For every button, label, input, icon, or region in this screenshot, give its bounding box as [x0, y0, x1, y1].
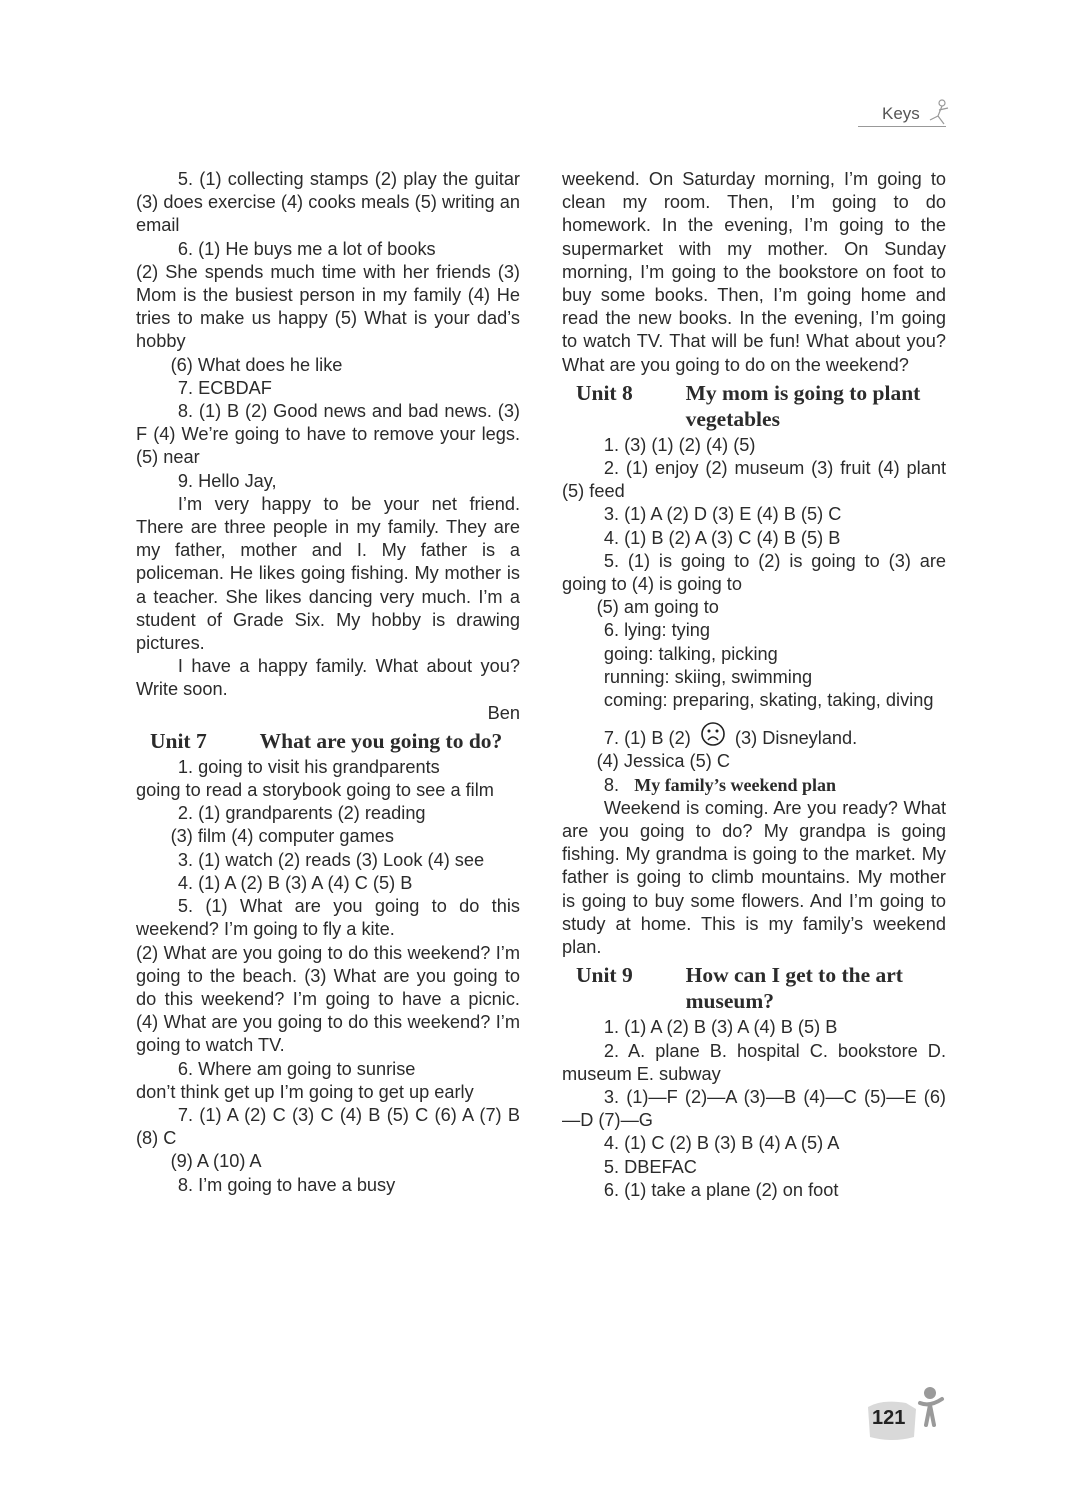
answer-item: (2) What are you going to do this weekend? I’m going to the beach. (3) What are you going to do this weekend? I’m going to have a picnic. (4) What are you going to do this weekend? I’m going to watch TV.: [136, 942, 520, 1056]
answer-item: [562, 774, 946, 797]
answer-item: (3) film (4) computer games: [170, 826, 394, 847]
answer-item: 1. (3) (1) (2) (4) (5): [603, 434, 756, 455]
answer-item: 4. (1) C (2) B (3) B (4) A (5) A: [603, 1133, 840, 1154]
answer-item: 6. lying: tying: [603, 620, 711, 641]
header-label: Keys: [882, 104, 920, 123]
answer-item: (9) A (10) A: [170, 1151, 262, 1172]
answer-item: 5. (1) What are you going to do this weekend? I’m going to fly a kite.: [136, 896, 520, 940]
unit-9-heading: [562, 962, 946, 1014]
letter-signature: Ben: [487, 702, 520, 723]
essay-title: My family’s weekend plan: [634, 774, 837, 795]
left-column: [136, 168, 520, 1197]
page-header: [858, 98, 954, 132]
answer-number: 8.: [603, 774, 620, 795]
answer-item: 4. (1) B (2) A (3) C (4) B (5) B: [603, 527, 841, 548]
page-number-badge: [862, 1385, 950, 1443]
unit-number: Unit 8: [575, 380, 633, 405]
answer-item: coming: preparing, skating, taking, diving: [603, 690, 934, 711]
answer-item: don’t think get up I’m going to get up early: [136, 1081, 474, 1102]
answer-text: 7. (1) B (2): [603, 728, 691, 749]
answer-item: 2. (1) grandparents (2) reading: [177, 803, 426, 824]
unit-number: Unit 9: [575, 963, 633, 988]
answer-item: going to read a storybook going to see a film: [136, 780, 494, 801]
answer-item: (4) Jessica (5) C: [596, 751, 730, 772]
answer-item: running: skiing, swimming: [603, 666, 813, 687]
answer-item: (6) What does he like: [170, 354, 343, 375]
answer-item: 3. (1) A (2) D (3) E (4) B (5) C: [603, 504, 842, 525]
unit-title: My mom is going to plant vegetables: [685, 380, 921, 431]
answer-item: 5. DBEFAC: [603, 1156, 697, 1177]
answer-item: (2) She spends much time with her friends (3) Mom is the busiest person in my family (4) He tries to make us happy (5) What is your dad’s hobby: [136, 261, 520, 352]
answer-item: 6. Where am going to sunrise: [177, 1058, 416, 1079]
unit-8-heading: [562, 380, 946, 432]
page-number: 121: [872, 1407, 906, 1429]
answer-item: (5) am going to: [596, 597, 719, 618]
unit-title: How can I get to the art museum?: [685, 963, 903, 1014]
answer-item: 1. going to visit his grandparents: [177, 756, 440, 777]
answer-item: [562, 721, 946, 750]
answer-item: going: talking, picking: [603, 643, 778, 664]
answer-item: 8. (1) B (2) Good news and bad news. (3) F (4) We’re going to have to remove your legs. (5) near: [136, 401, 520, 468]
answer-item: 4. (1) A (2) B (3) A (4) C (5) B: [177, 872, 413, 893]
unit-7-heading: [136, 728, 520, 754]
answer-item: 6. (1) He buys me a lot of books: [177, 238, 436, 259]
answer-text: (3) Disneyland.: [734, 728, 858, 749]
letter-salutation: 9. Hello Jay,: [177, 470, 277, 491]
sad-face-icon: [700, 721, 726, 747]
answer-item: 8. I’m going to have a busy: [177, 1174, 396, 1195]
essay-body: Weekend is coming. Are you ready? What are you going to do? My grandpa is going fishing. My grandma is going to the market. My father is going to climb mountains. My mother is going to buy some flowers. And I’m going to study at home. This is my family’s weekend plan.: [562, 797, 946, 958]
answer-item: 2. A. plane B. hospital C. bookstore D. museum E. subway: [562, 1040, 946, 1084]
letter-closing: I have a happy family. What about you? Write soon.: [136, 656, 520, 700]
answer-item: 7. ECBDAF: [177, 377, 272, 398]
essay-continuation: weekend. On Saturday morning, I’m going to clean my room. Then, I’m going to do homework. In the evening, I’m going to the supermarket with my mother. On Sunday morning, I’m going to the bookstore on foot to buy some books. Then, I’m going home and read the new books. In the evening, I’m going to watch TV. That will be fun! What about you? What are you going to do on the weekend?: [562, 169, 946, 375]
answer-item: 3. (1) watch (2) reads (3) Look (4) see: [177, 849, 485, 870]
unit-number: Unit 7: [149, 728, 207, 753]
answer-item: 5. (1) is going to (2) is going to (3) are going to (4) is going to: [562, 550, 946, 595]
letter-body: I’m very happy to be your net friend. There are three people in my family. They are my father, mother and I. My father is a policeman. He likes going fishing. My mother is a teacher. She likes dancing very much. I’m a student of Grade Six. My hobby is drawing pictures.: [136, 493, 520, 654]
answer-item: 3. (1)—F (2)—A (3)—B (4)—C (5)—E (6)—D (7)—G: [562, 1086, 946, 1131]
answer-item: 5. (1) collecting stamps (2) play the guitar (3) does exercise (4) cooks meals (5) writing an email: [136, 169, 520, 236]
answer-item: 7. (1) A (2) C (3) C (4) B (5) C (6) A (7) B (8) C: [136, 1104, 520, 1149]
answer-item: 6. (1) take a plane (2) on foot: [603, 1179, 839, 1200]
answer-item: 1. (1) A (2) B (3) A (4) B (5) B: [603, 1017, 838, 1038]
answer-item: 2. (1) enjoy (2) museum (3) fruit (4) plant (5) feed: [562, 458, 946, 502]
unit-title: What are you going to do?: [259, 728, 503, 753]
right-column: [562, 168, 946, 1202]
figure-decoration-icon: [926, 98, 952, 128]
